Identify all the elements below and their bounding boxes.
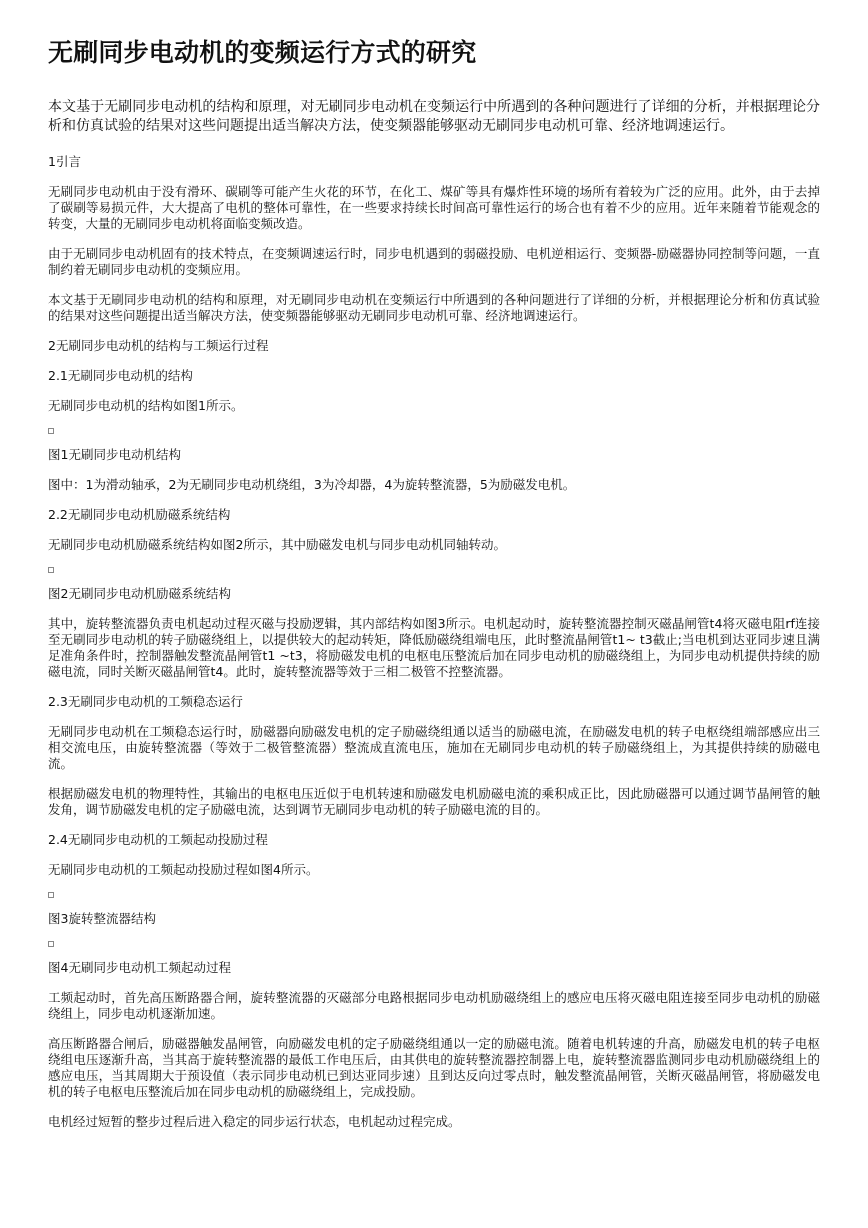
subsection-heading-2-2: 2.2无刷同步电动机励磁系统结构	[48, 507, 231, 522]
figure-3-placeholder-icon	[48, 892, 54, 898]
paragraph: 工频起动时，首先高压断路器合闸，旋转整流器的灭磁部分电路根据同步电动机励磁绕组上的感应电压将灭磁电阻连接至同步电动机的励磁绕组上，同步电动机逐渐加速。	[48, 990, 820, 1021]
paragraph: 无刷同步电动机的工频起动投励过程如图4所示。	[48, 862, 319, 877]
paragraph: 无刷同步电动机的结构如图1所示。	[48, 398, 244, 413]
figure-4-placeholder-icon	[48, 941, 54, 947]
figure-3-caption: 图3旋转整流器结构	[48, 911, 156, 926]
figure-4-caption: 图4无刷同步电动机工频起动过程	[48, 960, 231, 975]
figure-2-placeholder-icon	[48, 567, 54, 573]
figure-1-caption: 图1无刷同步电动机结构	[48, 447, 181, 462]
paragraph: 无刷同步电动机由于没有滑环、碳刷等可能产生火花的环节，在化工、煤矿等具有爆炸性环境的场所有着较为广泛的应用。此外，由于去掉了碳刷等易损元件，大大提高了电机的整体可靠性，在一些要求持续长时间高可靠性运行的场合也有着不少的应用。近年来随着节能观念的转变，大量的无刷同步电动机将面临变频改造。	[48, 184, 820, 231]
paragraph: 本文基于无刷同步电动机的结构和原理，对无刷同步电动机在变频运行中所遇到的各种问题进行了详细的分析，并根据理论分析和仿真试验的结果对这些问题提出适当解决方法，使变频器能够驱动无刷同步电动机可靠、经济地调速运行。	[48, 292, 820, 323]
paragraph: 电机经过短暂的整步过程后进入稳定的同步运行状态，电机起动过程完成。	[48, 1114, 461, 1129]
page-title: 无刷同步电动机的变频运行方式的研究	[48, 38, 477, 67]
section-heading-2: 2无刷同步电动机的结构与工频运行过程	[48, 338, 269, 353]
paragraph: 高压断路器合闸后，励磁器触发晶闸管，向励磁发电机的定子励磁绕组通以一定的励磁电流。随着电机转速的升高，励磁发电机的转子电枢绕组电压逐渐升高，当其高于旋转整流器的最低工作电压后，由其供电的旋转整流器控制器上电，旋转整流器监测同步电动机励磁绕组上的感应电压，当其周期大于预设值（表示同步电动机已到达亚同步速）且到达反向过零点时，触发整流晶闸管，关断灭磁晶闸管，将励磁发电机的转子电枢电压整流后加在同步电动机的励磁绕组上，完成投励。	[48, 1036, 820, 1099]
paragraph: 由于无刷同步电动机固有的技术特点，在变频调速运行时，同步电机遇到的弱磁投励、电机逆相运行、变频器-励磁器协同控制等问题，一直制约着无刷同步电动机的变频应用。	[48, 246, 820, 277]
paragraph: 无刷同步电动机励磁系统结构如图2所示，其中励磁发电机与同步电动机同轴转动。	[48, 537, 506, 552]
section-heading-1: 1引言	[48, 154, 81, 169]
figure-1-placeholder-icon	[48, 428, 54, 434]
paragraph: 图中：1为滑动轴承，2为无刷同步电动机绕组，3为冷却器，4为旋转整流器，5为励磁发电机。	[48, 477, 576, 492]
paragraph: 根据励磁发电机的物理特性，其输出的电枢电压近似于电机转速和励磁发电机励磁电流的乘积成正比，因此励磁器可以通过调节晶闸管的触发角，调节励磁发电机的定子励磁电流，达到调节无刷同步电动机的转子励磁电流的目的。	[48, 786, 820, 817]
subsection-heading-2-4: 2.4无刷同步电动机的工频起动投励过程	[48, 832, 268, 847]
figure-2-caption: 图2无刷同步电动机励磁系统结构	[48, 586, 231, 601]
subsection-heading-2-3: 2.3无刷同步电动机的工频稳态运行	[48, 694, 243, 709]
paragraph: 其中，旋转整流器负责电机起动过程灭磁与投励逻辑，其内部结构如图3所示。电机起动时，旋转整流器控制灭磁晶闸管t4将灭磁电阻rf连接至无刷同步电动机的转子励磁绕组上，以提供较大的起动转矩，降低励磁绕组端电压，此时整流晶闸管t1~ t3截止;当电机到达亚同步速且满足准角条件时，控制器触发整流晶闸管t1 ~t3，将励磁发电机的电枢电压整流后加在同步电动机的励磁绕组上，为同步电动机提供持续的励磁电流，同时关断灭磁晶闸管t4。此时，旋转整流器等效于三相二极管不控整流器。	[48, 616, 820, 679]
abstract: 本文基于无刷同步电动机的结构和原理，对无刷同步电动机在变频运行中所遇到的各种问题进行了详细的分析，并根据理论分析和仿真试验的结果对这些问题提出适当解决方法，使变频器能够驱动无刷同步电动机可靠、经济地调速运行。	[48, 99, 820, 134]
paragraph: 无刷同步电动机在工频稳态运行时，励磁器向励磁发电机的定子励磁绕组通以适当的励磁电流，在励磁发电机的转子电枢绕组端部感应出三相交流电压，由旋转整流器（等效于二极管整流器）整流成直流电压，施加在无刷同步电动机的转子励磁绕组上，为其提供持续的励磁电流。	[48, 724, 820, 771]
subsection-heading-2-1: 2.1无刷同步电动机的结构	[48, 368, 193, 383]
